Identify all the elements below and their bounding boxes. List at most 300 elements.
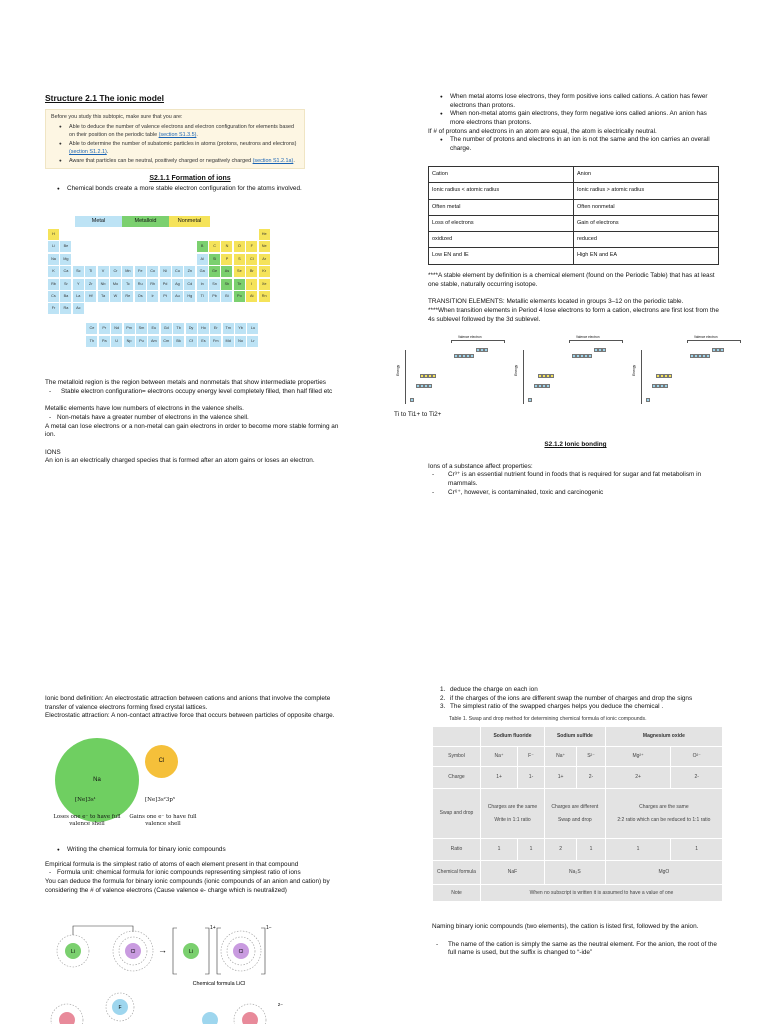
orbital-box [716,348,720,352]
valence-label: Valence electron [576,335,600,339]
empty-cell [234,229,245,240]
legend-metal: Metal [75,216,122,227]
second-diagram [51,993,266,1024]
licl-bonding-diagram [45,918,285,1024]
page2-right [440,686,730,712]
orbital-box [410,398,414,402]
element-rb: Rb [48,279,59,290]
orbital-box [646,398,650,402]
element-md: Md [223,336,234,347]
table-cell: Na⁺ [481,747,518,767]
naming-text: Naming binary ionic compounds (two elements), the cation is listed first, followed by the anion. [432,923,699,930]
element-n: N [221,241,232,252]
empty-cell [98,254,109,265]
transfer-arrow [73,926,133,935]
element-co: Co [147,266,158,277]
prerequisite-box [45,109,305,169]
table-row [429,167,719,183]
page1-left [45,93,345,193]
table-cell: Often nonmetal [574,199,719,215]
table-cell: 2- [671,767,723,789]
table-row [429,199,719,215]
metal-lose-text: A metal can lose electrons or a non-metal can gain electrons in order to become more stable forming an ion. [45,422,339,439]
empty-cell [73,254,84,265]
element-am: Am [148,336,159,347]
cl-atom-figure [145,745,178,778]
orbital-box [664,374,668,378]
empty-cell [160,254,171,265]
orbital-box [584,354,588,358]
orbital-box [598,348,602,352]
li-ion-label: Li [189,949,193,955]
orbital-box [458,354,462,358]
element-p: P [221,254,232,265]
compound-header: Sodium fluoride [481,727,545,747]
element-he: He [259,229,270,240]
table-cell: Na₂S [544,861,605,885]
table-row [433,789,723,839]
element-na: Na [48,254,59,265]
table-cell: 1 [481,839,518,861]
element-pa: Pa [99,336,110,347]
element-tl: Tl [197,291,208,302]
orbital-box [462,354,466,358]
orbital-box [594,348,598,352]
element-mo: Mo [110,279,121,290]
element-ca: Ca [60,266,71,277]
element-tb: Tb [173,323,184,334]
element-la: La [73,291,84,302]
element-ge: Ge [209,266,220,277]
table-corner-cell [433,727,481,747]
element-po: Po [234,291,245,302]
orbital-box [538,374,542,378]
table-cell: When no subscript is written it is assumed to have a value of one [481,885,723,902]
orbital-box [664,384,668,388]
orbital-box [668,374,672,378]
orbital-box [538,384,542,388]
table-row [429,232,719,248]
orbital-box [652,384,656,388]
orbital-box [694,354,698,358]
valence-label: Valence electron [694,335,718,339]
orbital-box [588,354,592,358]
orbital-box [542,374,546,378]
element-k: K [48,266,59,277]
affect-text: Ions of a substance affect properties: [428,462,533,470]
compound-header: Sodium sulfide [544,727,605,747]
step-text: deduce the charge on each ion [450,686,538,693]
table-cell: 1 [577,839,606,861]
element-bi: Bi [221,291,232,302]
element-al: Al [197,254,208,265]
element-s: S [234,254,245,265]
element-np: Np [124,336,135,347]
energy-label: Energy [632,364,637,376]
empty-cell [122,303,133,314]
ti-energy-diagram [632,334,742,408]
element-xe: Xe [259,279,270,290]
pt-main-grid [48,229,270,314]
pt-fblock-grid [74,323,270,346]
element-gd: Gd [161,323,172,334]
table-cell [481,789,545,839]
element-fr: Fr [48,303,59,314]
element-ti: Ti [85,266,96,277]
anion-bullet: ● When non-metal atoms gain electrons, they form negative ions called anions. An anion has more electrons than protons. [440,110,723,127]
page2-left-text [45,846,340,895]
metallic-text: Metallic elements have low numbers of electrons in the valence shells. [45,405,244,413]
swap-drop-steps [440,686,730,712]
naming-rule: - The name of the cation is simply the same as the neutral element. For the anion, the root of the full name is used, but the suffix is changed to “-ide” [432,941,724,958]
element-ra: Ra [60,303,71,314]
element-cr: Cr [110,266,121,277]
orbital-box [602,348,606,352]
element-c: C [209,241,220,252]
empty-cell [85,229,96,240]
empty-cell [197,303,208,314]
step-item [440,686,730,695]
ti-diagrams [396,334,726,408]
table-row [433,767,723,789]
prereq-link[interactable]: (section S1.2.1) [69,148,107,155]
element-eu: Eu [148,323,159,334]
row-label: Swap and drop [433,789,481,839]
cl-caption: Gains one e⁻ to have full valence shell [129,814,197,828]
page-title: Structure 2.1 The ionic model [45,93,165,103]
element-v: V [98,266,109,277]
empirical-text: Empirical formula is the simplest ratio of atoms of each element present in that compound [45,860,299,868]
orbital-box [420,384,424,388]
element-h: H [48,229,59,240]
element-be: Be [60,241,71,252]
swap-text: Write in 1:1 ratio [494,816,531,823]
na-atom-figure [55,738,139,822]
empty-cell [160,241,171,252]
step-item [440,703,730,712]
ionic-bond-definition: Ionic bond definition: An electrostatic attraction between cations and anions that involve the complete transfer of valence electrons forming fixed crystal lattices. [45,695,331,711]
orbital-box [698,354,702,358]
element-sr: Sr [60,279,71,290]
element-cl: Cl [246,254,257,265]
section-heading-s212: S2.1.2 Ionic bonding [544,441,607,448]
chlorine-atom: Cl [145,745,178,778]
element-y: Y [73,279,84,290]
element-sm: Sm [136,323,147,334]
bond-bullet: ● Chemical bonds create a more stable electron configuration for the atoms involved. [57,185,345,194]
element-lr: Lr [247,336,258,347]
element-cs: Cs [48,291,59,302]
prereq-link[interactable]: (section S1.2.1a) [252,158,294,165]
cation-anion-table [428,166,719,265]
table-cell: Na⁺ [544,747,576,767]
ti-energy-diagram [514,334,624,408]
element-sn: Sn [209,279,220,290]
element-i: I [246,279,257,290]
empty-cell [172,303,183,314]
orbital-box [528,398,532,402]
energy-axis [523,350,524,404]
element-ce: Ce [86,323,97,334]
empty-cell [135,241,146,252]
element-rh: Rh [147,279,158,290]
empty-cell [98,303,109,314]
empty-cell [122,229,133,240]
orbital-box [470,354,474,358]
swap-text: Charges are different [551,803,599,810]
table-cell: 1- [518,767,545,789]
cl-label: Cl [130,949,136,955]
orbital-box [484,348,488,352]
element-mn: Mn [122,266,133,277]
empty-cell [160,303,171,314]
table-cell: Often metal [429,199,574,215]
step-text: if the charges of the ions are different swap the number of charges and drop the signs [450,694,693,702]
element-ne: Ne [259,241,270,252]
valence-label: Valence electron [458,335,482,339]
orbital-box [576,354,580,358]
element-mg: Mg [60,254,71,265]
table-cell: O²⁻ [671,747,723,767]
table-cell: oxidized [429,232,574,248]
element-rn: Rn [259,291,270,302]
orbital-box [656,374,660,378]
step-number: 1. [440,686,446,693]
empty-cell [74,323,85,334]
empty-cell [246,303,257,314]
orbital-box [690,354,694,358]
element-ir: Ir [147,291,158,302]
naming-section [432,923,724,958]
ions-heading: IONS [45,448,61,456]
orbital-box [428,374,432,378]
table-cell: 1 [671,839,723,861]
element-dy: Dy [186,323,197,334]
element-ba: Ba [60,291,71,302]
element-hf: Hf [85,291,96,302]
arrow-icon: → [158,945,167,955]
table-cell: 1+ [544,767,576,789]
cr6-text: - Cr⁶⁺, however, is contaminated, toxic and carcinogenic [428,489,723,498]
prereq-link[interactable]: (section S1.3.5) [158,131,197,138]
row-label: Charge [433,767,481,789]
element-nb: Nb [98,279,109,290]
element-pt: Pt [160,291,171,302]
empty-cell [147,241,158,252]
empty-cell [147,229,158,240]
swap-drop-table [432,726,723,902]
energy-axis [405,350,406,404]
row-label: Chemical formula [433,861,481,885]
empty-cell [197,229,208,240]
table-cell: reduced [574,232,719,248]
orbital-box [466,354,470,358]
table-row [429,183,719,199]
table-cell: Loss of electrons [429,215,574,231]
transition-text: TRANSITION ELEMENTS: Metallic elements located in groups 3–12 on the periodic table. [428,298,684,306]
bracket-right-cl [261,928,265,974]
orbital-box [546,374,550,378]
prereq-tail: . [196,131,198,138]
f-label: F [118,1005,122,1011]
element-li: Li [48,241,59,252]
li-label: Li [71,949,75,955]
row-label: Symbol [433,747,481,767]
swap-text: Charges are the same [487,803,538,810]
element-pu: Pu [136,336,147,347]
empty-cell [110,229,121,240]
table-cell: Low EN and IE [429,248,574,264]
bracket-left-li [173,928,177,974]
empty-cell [209,303,220,314]
prereq-text: Aware that particles can be neutral, positively charged or negatively charged [69,158,253,165]
nonmetal-text: - Non-metals have a greater number of electrons in the valence shell. [45,414,345,423]
empty-cell [234,303,245,314]
element-o: O [234,241,245,252]
element-sb: Sb [221,279,232,290]
energy-label: Energy [514,364,519,376]
element-cm: Cm [161,336,172,347]
na-caption: Loses one e⁻ to have full valence shell [53,814,121,828]
formula-bullet: ● Writing the chemical formula for binary ionic compounds [57,846,340,855]
element-re: Re [122,291,133,302]
empty-cell [172,254,183,265]
page2-left [45,695,340,721]
empty-cell [259,303,270,314]
empty-cell [147,254,158,265]
table-row [429,215,719,231]
licl-caption: Chemical formula LiCl [192,981,246,987]
prereq-item [59,140,299,156]
bracket-left-cl [217,928,221,974]
step-text: The simplest ratio of the swapped charges helps you deduce the chemical . [450,703,664,711]
empty-cell [110,303,121,314]
table-cell: 2 [544,839,576,861]
empty-cell [135,303,146,314]
element-pm: Pm [124,323,135,334]
element-es: Es [198,336,209,347]
table-cell: 1 [518,839,545,861]
element-zr: Zr [85,279,96,290]
empty-cell [135,229,146,240]
compound-header: Magnesium oxide [605,727,722,747]
table-cell: Ionic radius > atomic radius [574,183,719,199]
element-cd: Cd [184,279,195,290]
orbital-box [476,348,480,352]
empty-cell [135,254,146,265]
table-cell: Anion [574,167,719,183]
empty-cell [73,241,84,252]
orbital-box [454,354,458,358]
table-cell: 1 [605,839,671,861]
row-label: Note [433,885,481,902]
table-row [433,839,723,861]
orbital-box [712,348,716,352]
element-cf: Cf [186,336,197,347]
orbital-box [720,348,724,352]
element-hg: Hg [184,291,195,302]
element-f: F [246,241,257,252]
orbital-box [580,354,584,358]
element-au: Au [172,291,183,302]
empty-cell [221,229,232,240]
neutral-text: If # of protons and electrons in an atom are equal, the atom is electrically neutral. [428,127,657,135]
table-cell: MgO [605,861,722,885]
element-th: Th [86,336,97,347]
empty-cell [160,229,171,240]
empty-cell [184,303,195,314]
stable-config-text: - Stable electron configuration= electrons occupy energy level completely filled, then half filled etc [45,388,345,397]
electrostatic-definition: Electrostatic attraction: A non-contact attractive force that occurs between particles of opposite charge. [45,712,335,720]
element-fm: Fm [210,336,221,347]
cation-bullet: ● When metal atoms lose electrons, they form positive ions called cations. A cation has fewer electrons than protons. [440,93,723,110]
element-ag: Ag [172,279,183,290]
prereq-text: Able to deduce the number of valence electrons and electron configuration for elements based on their position on the periodic table [69,123,295,138]
energy-label: Energy [396,364,401,376]
table-caption: Table 1. Swap and drop method for determining chemical formula of ionic compounds. [449,716,647,722]
deduce-text: You can deduce the formula for binary ionic compounds (ionic compounds of an anion and cation) by considering the # of valence electrons (Cause valence e- charge which is neutralized) [45,877,330,894]
prereq-item [59,123,299,139]
table-cell: Ionic radius < atomic radius [429,183,574,199]
step-number: 2. [440,694,446,702]
element-si: Si [209,254,220,265]
ti-energy-diagram [396,334,506,408]
ion-definition: An ion is an electrically charged species that is formed after an atom gains or loses an electron. [45,457,315,465]
ti-caption: Ti to Ti1+ to Ti2+ [394,411,442,418]
element-zn: Zn [184,266,195,277]
orbital-box [572,354,576,358]
orbital-box [546,384,550,388]
swap-text: Swap and drop [558,816,592,823]
empty-cell [122,254,133,265]
table-row [429,248,719,264]
page1-right-notes [428,272,723,324]
element-pr: Pr [99,323,110,334]
element-yb: Yb [235,323,246,334]
element-pb: Pb [209,291,220,302]
element-os: Os [135,291,146,302]
empty-cell [98,241,109,252]
page1-text [45,379,345,466]
element-lu: Lu [247,323,258,334]
element-nd: Nd [111,323,122,334]
orbital-box [420,374,424,378]
orbital-box [702,354,706,358]
element-w: W [110,291,121,302]
legend-metalloid: Metalloid [122,216,169,227]
pt-legend [75,216,215,227]
empty-cell [147,303,158,314]
prereq-item [59,157,299,165]
energy-axis [641,350,642,404]
element-cu: Cu [172,266,183,277]
element-u: U [111,336,122,347]
element-ni: Ni [160,266,171,277]
element-tc: Tc [122,279,133,290]
sodium-atom: Na [55,738,139,822]
orbital-box [550,374,554,378]
element-kr: Kr [259,266,270,277]
periodic-table [48,216,270,347]
table-cell: 2+ [605,767,671,789]
element-tm: Tm [223,323,234,334]
table-cell: S²⁻ [577,747,606,767]
empty-cell [85,303,96,314]
empty-cell [209,229,220,240]
bracket-right-li [205,928,209,974]
empty-cell [60,229,71,240]
element-er: Er [210,323,221,334]
